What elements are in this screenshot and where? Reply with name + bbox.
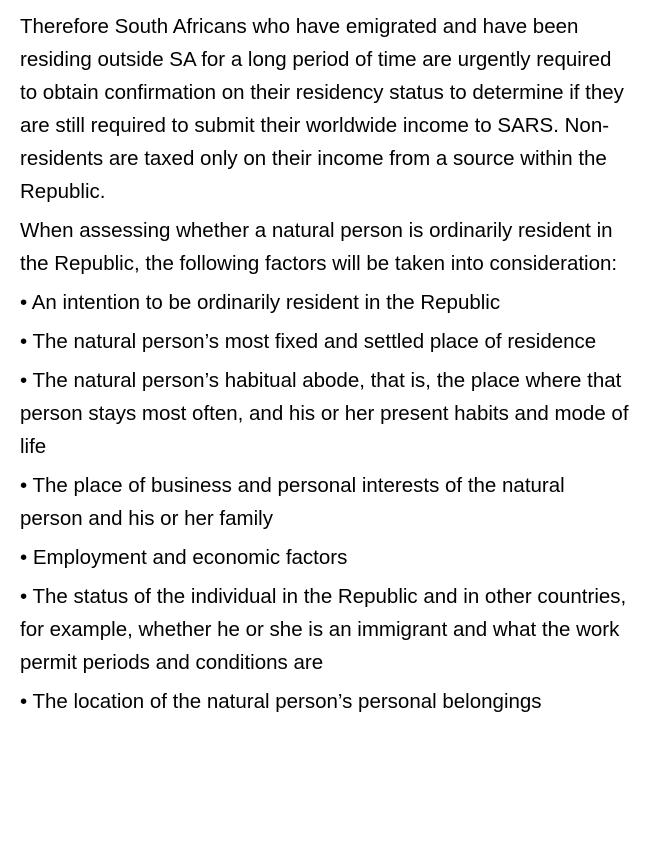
factor-list	[20, 286, 632, 718]
list-item: • The natural person’s habitual abode, that is, the place where that person stays most often, and his or her present habits and mode of life	[20, 369, 629, 458]
paragraph-assessment-intro: When assessing whether a natural person is ordinarily resident in the Republic, the following factors will be taken into consideration:	[20, 219, 618, 275]
list-item: • The status of the individual in the Republic and in other countries, for example, whether he or she is an immigrant and what the work permit periods and conditions are	[20, 585, 627, 674]
list-item: • The place of business and personal interests of the natural person and his or her family	[20, 474, 565, 530]
list-item: • The natural person’s most fixed and settled place of residence	[20, 330, 597, 353]
document-page	[20, 10, 632, 724]
paragraph-residency-status: Therefore South Africans who have emigrated and have been residing outside SA for a long period of time are urgently required to obtain confirmation on their residency status to determine if they are still required to submit their worldwide income to SARS. Non-residents are taxed only on their income from a source within the Republic.	[20, 15, 624, 203]
list-item: • The location of the natural person’s personal belongings	[20, 690, 542, 713]
list-item: • Employment and economic factors	[20, 546, 348, 569]
list-item: • An intention to be ordinarily resident in the Republic	[20, 291, 501, 314]
